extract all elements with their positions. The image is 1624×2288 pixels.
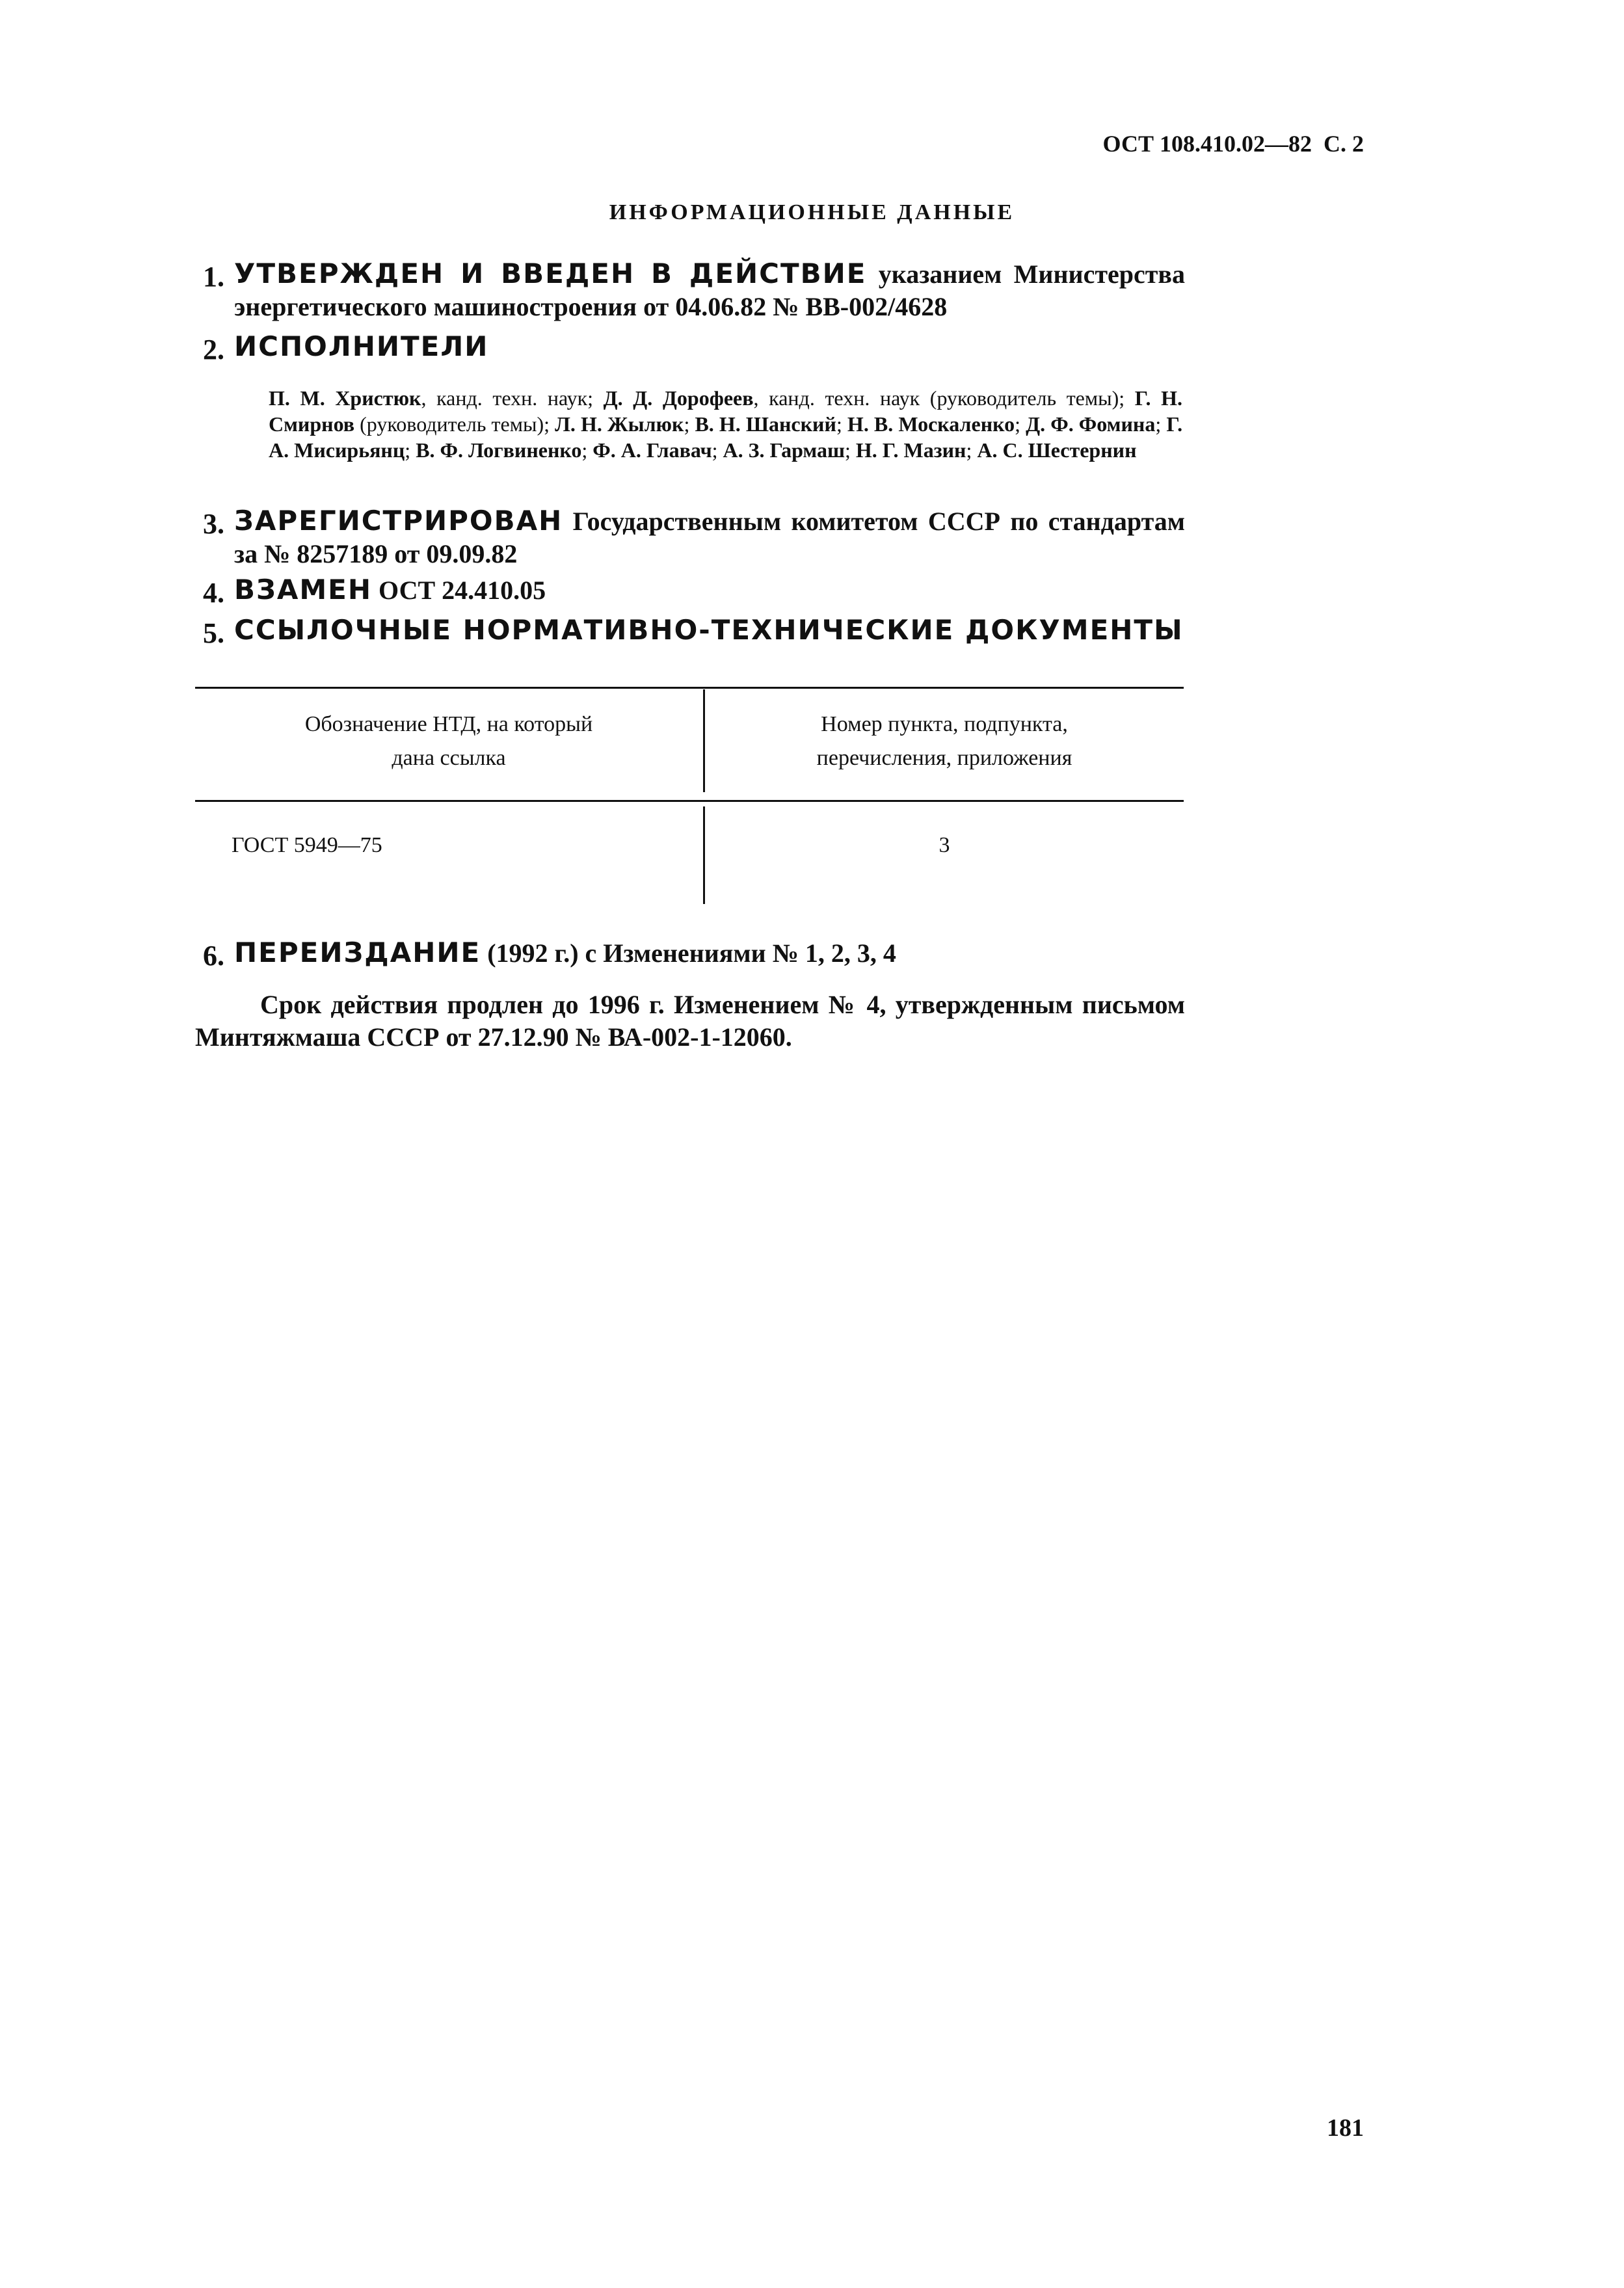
item-replaces [234,574,1185,607]
item-registered [234,505,1185,570]
table-cell-reference: 3 [938,833,950,857]
table-cell-document: ГОСТ 5949—75 [232,833,382,857]
item-reissue [234,937,1185,970]
item-heading: УТВЕРЖДЕН И ВВЕДЕН В ДЕЙСТВИЕ [234,258,867,289]
table-header-border [195,800,1184,802]
item-number: 5. [203,617,224,649]
item-number: 3. [203,508,224,540]
table-header-reference: Номер пункта, подпункта, перечисления, приложения [816,712,1072,770]
item-approved [234,258,1185,323]
extension-note: Срок действия продлен до 1996 г. Изменением № 4, утвержденным письмом Минтяжмаша СССР от 27.12.90 № ВА-002-1-12060. [195,990,1185,1052]
item-body: Государственным комитетом СССР по стандартам за № 8257189 от 09.09.82 [234,507,1185,568]
table-top-border [195,687,1184,689]
standard-code: ОСТ 108.410.02—82 [1102,131,1312,157]
item-references-heading [234,614,1185,647]
item-body: ОСТ 24.410.05 [372,576,546,605]
document-code [1103,130,1364,157]
item-number: 6. [203,940,224,972]
item-performers-heading [234,330,1185,364]
item-heading: ПЕРЕИЗДАНИЕ [234,937,481,968]
page-label: С. 2 [1324,131,1364,157]
item-number: 4. [203,577,224,609]
item-number: 1. [203,261,224,293]
performers-list: П. М. Христюк, канд. техн. наук; Д. Д. Дорофеев, канд. техн. наук (руководитель темы); Г. Н. Смирнов (руководитель темы); Л. Н. Жылюк; В. Н. Шанский; Н. В. Москаленко; Д. Ф. Фомина; Г. А. Мисирьянц; В. Ф. Логвиненко; Ф. А. Главач; А. З. Гармаш; Н. Г. Мазин; А. С. Шестернин [269,386,1183,462]
page-number: 181 [1327,2114,1364,2142]
item-body: указанием Министерства энергетического машиностроения от 04.06.82 № ВВ-002/4628 [234,259,1185,321]
section-title: ИНФОРМАЦИОННЫЕ ДАННЫЕ [609,200,1015,224]
item-heading: ССЫЛОЧНЫЕ НОРМАТИВНО-ТЕХНИЧЕСКИЕ ДОКУМЕНТЫ [234,614,1184,646]
item-number: 2. [203,334,224,366]
item-body: (1992 г.) с Изменениями № 1, 2, 3, 4 [481,938,896,968]
item-heading: ЗАРЕГИСТРИРОВАН [234,505,563,537]
item-heading: ИСПОЛНИТЕЛИ [234,330,489,362]
table-header-document: Обозначение НТД, на который дана ссылка [304,712,593,770]
item-heading: ВЗАМЕН [234,574,372,605]
